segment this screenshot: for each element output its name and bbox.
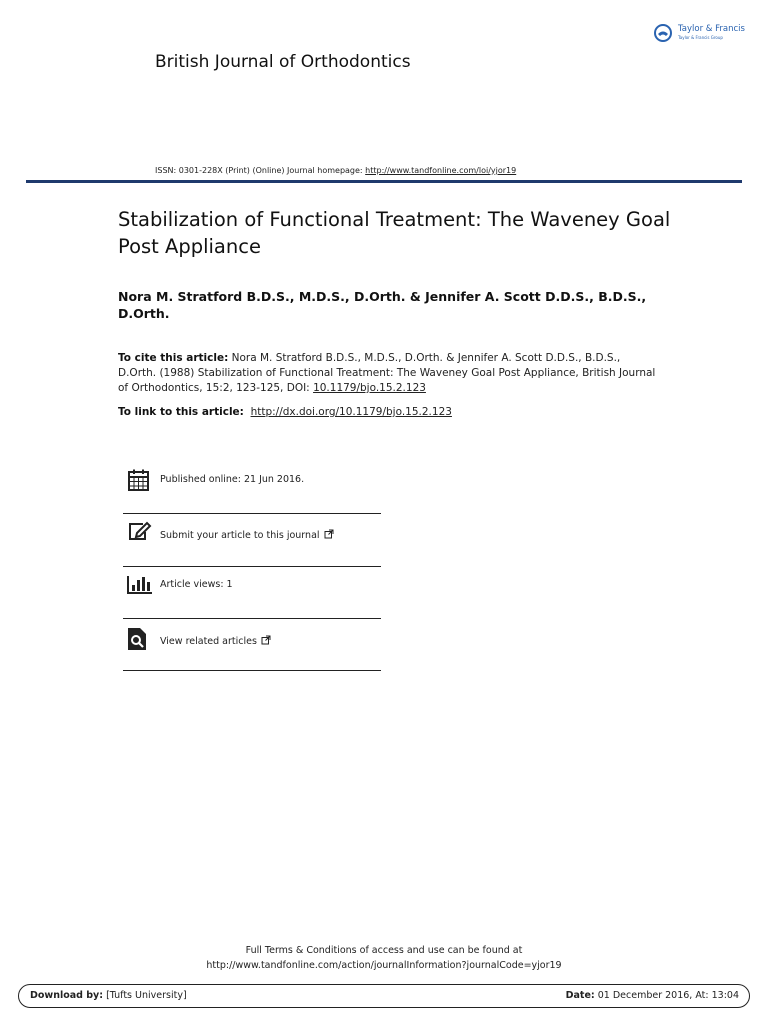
submit-article-link[interactable] (160, 529, 334, 541)
bar-chart-icon (127, 574, 153, 598)
article-doi-link[interactable]: http://dx.doi.org/10.1179/bjo.15.2.123 (250, 406, 452, 418)
article-link-label: To link to this article: (118, 406, 244, 418)
citation-block (118, 351, 658, 396)
published-row-divider (123, 462, 381, 514)
download-date-label: Date: (565, 990, 595, 1001)
journal-title: British Journal of Orthodontics (155, 52, 411, 72)
journal-homepage-link[interactable]: http://www.tandfonline.com/loi/yjor19 (365, 166, 517, 175)
edit-icon (127, 520, 153, 544)
terms-notice (0, 943, 768, 973)
citation-text: Nora M. Stratford B.D.S., M.D.S., D.Orth. & Jennifer A. Scott D.D.S., B.D.S., D.Orth. (1988) Stabilization of Functional Treatment: The Waveney Goal Post Appliance, British Journal of Orthodontics, 15:2, 123-125, DOI: (118, 352, 656, 394)
related-articles-text: View related articles (160, 636, 257, 647)
publisher-group: Taylor & Francis Group (678, 35, 723, 40)
terms-line-1: Full Terms & Conditions of access and use can be found at (245, 945, 523, 956)
submit-row[interactable] (123, 515, 381, 567)
row-divider (123, 513, 381, 514)
citation-doi-link[interactable]: 10.1179/bjo.15.2.123 (313, 382, 426, 394)
published-date-text: Published online: 21 Jun 2016. (160, 474, 305, 485)
header-divider (26, 180, 742, 183)
download-by (30, 990, 187, 1001)
issn-line (155, 166, 516, 175)
related-articles-link[interactable] (160, 635, 271, 647)
publisher-logo (654, 22, 754, 46)
article-authors: Nora M. Stratford B.D.S., M.D.S., D.Orth. & Jennifer A. Scott D.D.S., B.D.S., D.Orth. (118, 289, 647, 321)
publisher-name: Taylor & Francis (678, 24, 745, 34)
views-row (123, 567, 381, 619)
citation-label: To cite this article: (118, 352, 229, 364)
issn-text: ISSN: 0301-228X (Print) (Online) Journal homepage: (155, 166, 366, 175)
search-document-icon (127, 627, 153, 651)
article-title: Stabilization of Functional Treatment: The Waveney Goal Post Appliance (118, 208, 671, 258)
terms-url[interactable]: http://www.tandfonline.com/action/journalInformation?journalCode=yjor19 (206, 960, 562, 971)
related-row[interactable] (123, 619, 381, 671)
submit-article-text: Submit your article to this journal (160, 530, 320, 541)
taylor-francis-logo-icon (654, 24, 672, 42)
download-by-value: [Tufts University] (103, 990, 187, 1001)
article-views-text: Article views: 1 (160, 579, 233, 590)
external-link-icon (324, 529, 334, 539)
download-info-bar (18, 984, 750, 1008)
download-by-label: Download by: (30, 990, 104, 1001)
external-link-icon (261, 635, 271, 645)
row-divider (123, 670, 381, 671)
download-date-value: 01 December 2016, At: 13:04 (594, 990, 739, 1001)
download-date (566, 990, 739, 1001)
article-link-line (118, 406, 452, 418)
